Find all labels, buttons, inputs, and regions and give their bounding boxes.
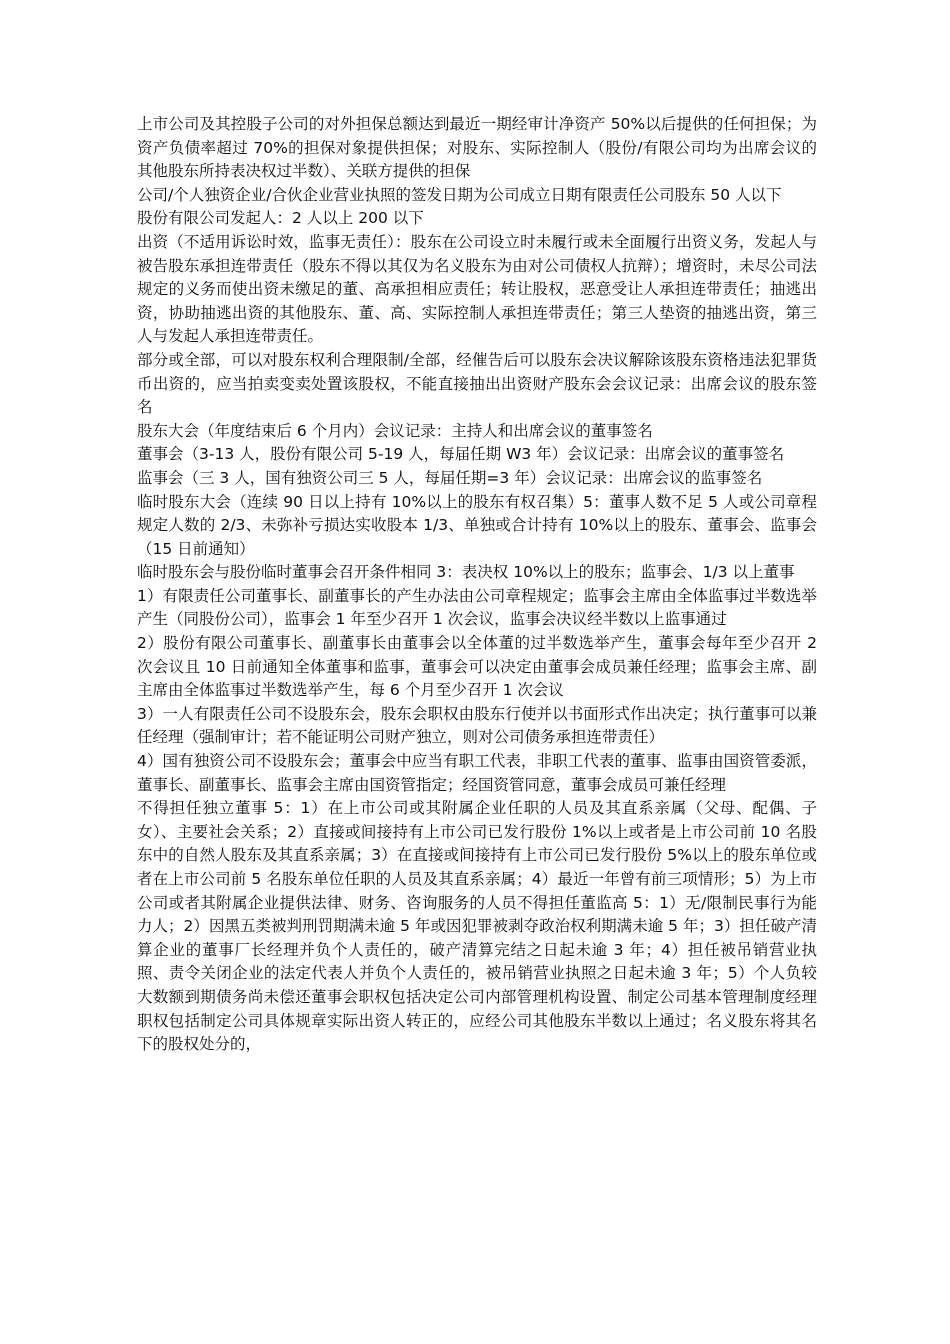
paragraph-capital-contribution: 出资（不适用诉讼时效，监事无责任）：股东在公司设立时未履行或未全面履行出资义务，发起人与被告股东承担连带责任（股东不得以其仅为名义股东为由对公司债权人抗辩）；增资时，未尽公司法规定的义务而使出资未缴足的董、高承担相应责任；转让股权，恶意受让人承担连带责任；抽逃出资，协助抽逃出资的其他股东、董、高、实际控制人承担连带责任；第三人垫资的抽逃出资，第三人与发起人承担连带责任。 (137, 232, 817, 346)
paragraph-jsc-chairman: 2）股份有限公司董事长、副董事长由董事会以全体董的过半数选举产生，董事会每年至少召开 2 次会议且 10 日前通知全体董事和监事，董事会可以决定由董事会成员兼任经理；监事会主席、副主席由全体监事过半数选举产生，每 6 个月至少召开 1 次会议 (137, 634, 817, 700)
paragraph-business-license-date: 公司/个人独资企业/合伙企业营业执照的签发日期为公司成立日期有限责任公司股东 50 人以下 (137, 185, 782, 204)
paragraph-general-meeting: 股东大会（年度结束后 6 个月内）会议记录：主持人和出席会议的董事签名 (137, 421, 653, 440)
paragraph-llc-chairman: 1）有限责任公司董事长、副董事长的产生办法由公司章程规定；监事会主席由全体监事过半数选举产生（同股份公司），监事会 1 年至少召开 1 次会议，监事会决议经半数以上监事通过 (137, 586, 817, 629)
paragraph-board-of-directors: 董事会（3-13 人，股份有限公司 5-19 人，每届任期 W3 年）会议记录：出席会议的董事签名 (137, 445, 785, 464)
paragraph-board-of-supervisors: 监事会（三 3 人，国有独资公司三 5 人，每届任期=3 年）会议记录：出席会议的监事签名 (137, 468, 763, 487)
paragraph-guarantee-rules: 上市公司及其控股子公司的对外担保总额达到最近一期经审计净资产 50%以后提供的任何担保；为资产负债率超过 70%的担保对象提供担保；对股东、实际控制人（股份/有限公司均为出席会议的其他股东所持表决权过半数）、关联方提供的担保 (137, 115, 817, 181)
paragraph-extraordinary-meeting: 临时股东大会（连续 90 日以上持有 10%以上的股东有权召集）5：董事人数不足 5 人或公司章程规定人数的 2/3、未弥补亏损达实收股本 1/3、单独或合计持有 10%以上的股东、董事会、监事会（15 日前通知） (137, 492, 817, 558)
paragraph-promoters-count: 股份有限公司发起人：2 人以上 200 以下 (137, 209, 424, 228)
paragraph-one-person-company: 3）一人有限责任公司不设股东会，股东会职权由股东行使并以书面形式作出决定；执行董事可以兼任经理（强制审计；若不能证明公司财产独立，则对公司债务承担连带责任） (137, 704, 817, 747)
paragraph-shareholder-rights-limit: 部分或全部，可以对股东权利合理限制/全部，经催告后可以股东会决议解除该股东资格违法犯罪货币出资的，应当拍卖变卖处置该股权，不能直接抽出出资财产股东会会议记录：出席会议的股东签名 (137, 350, 817, 417)
paragraph-temporary-meeting-conditions: 临时股东会与股份临时董事会召开条件相同 3：表决权 10%以上的股东；监事会、1/3 以上董事 (137, 563, 795, 582)
paragraph-independent-director-restrictions: 不得担任独立董事 5：1）在上市公司或其附属企业任职的人员及其直系亲属（父母、配偶、子女）、主要社会关系；2）直接或间接持有上市公司已发行股份 1%以上或者是上市公司前 10 名股东中的自然人股东及其直系亲属；3）在直接或间接持有上市公司已发行股份 5%以上的股东单位或者在上市公司前 5 名股东单位任职的人员及其直系亲属；4）最近一年曾有前三项情形；5）为上市公司或者其附属企业提供法律、财务、咨询服务的人员不得担任董监高 5：1）无/限制民事行为能力人；2）因黑五类被判刑罚期满未逾 5 年或因犯罪被剥夺政治权利期满未逾 5 年；3）担任破产清算企业的董事厂长经理并负个人责任的，破产清算完结之日起未逾 3 年；4）担任被吊销营业执照、责令关闭企业的法定代表人并负个人责任的，被吊销营业执照之日起未逾 3 年；5）个人负较大数额到期债务尚未偿还董事会职权包括决定公司内部管理机构设置、制定公司基本管理制度经理职权包括制定公司具体规章实际出资人转正的，应经公司其他股东半数以上通过；名义股东将其名下的股权处分的， (137, 799, 817, 1054)
paragraph-state-owned-company: 4）国有独资公司不设股东会；董事会中应当有职工代表，非职工代表的董事、监事由国资管委派，董事长、副董事长、监事会主席由国资管指定；经国资管同意，董事会成员可兼任经理 (137, 752, 817, 794)
document-page (137, 113, 817, 1057)
